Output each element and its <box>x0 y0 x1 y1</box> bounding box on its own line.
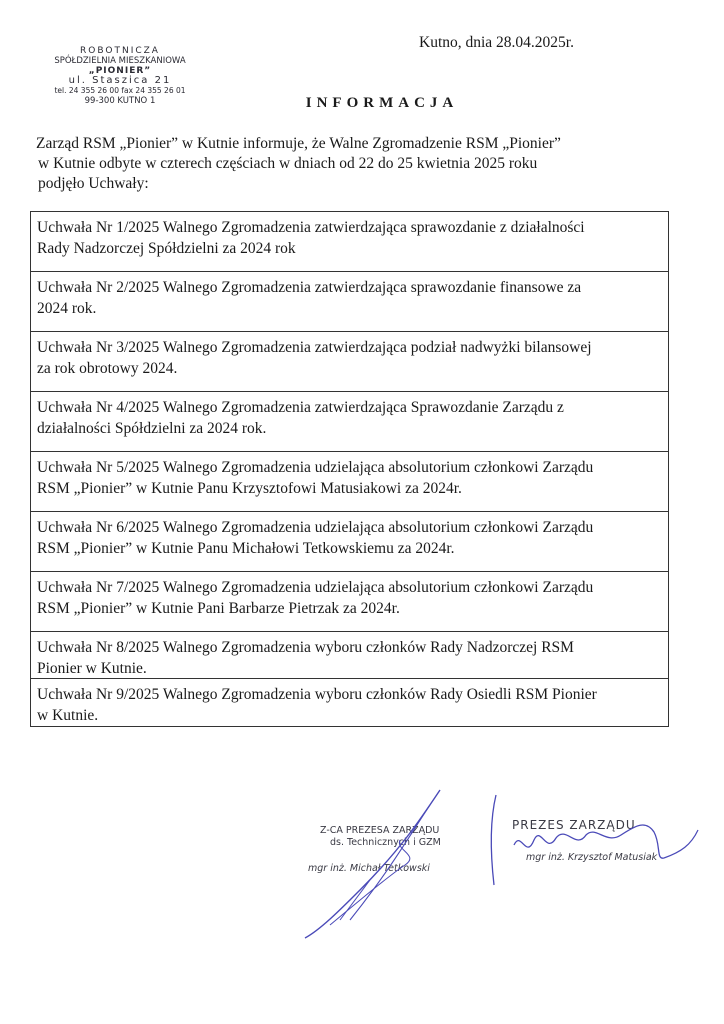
resolution-row <box>31 571 668 631</box>
resolutions-table <box>30 211 669 727</box>
resolution-line: działalności Spółdzielni za 2024 rok. <box>37 420 267 437</box>
resolution-line: Uchwała Nr 1/2025 Walnego Zgromadzenia zatwierdzająca sprawozdanie z działalności <box>37 219 585 236</box>
resolution-row <box>31 271 668 331</box>
resolution-line: Uchwała Nr 9/2025 Walnego Zgromadzenia wyboru członków Rady Osiedli RSM Pionier <box>37 686 597 703</box>
stamp-line-1: ROBOTNICZA <box>80 46 160 56</box>
resolution-line: RSM „Pionier” w Kutnie Pani Barbarze Pietrzak za 2024r. <box>37 600 400 617</box>
document-date: Kutno, dnia 28.04.2025r. <box>419 34 574 51</box>
resolution-line: w Kutnie. <box>37 707 99 724</box>
resolution-row <box>31 678 668 726</box>
signature-role: Z-CA PREZESA ZARZĄDU <box>320 825 440 836</box>
resolution-line: 2024 rok. <box>37 300 97 317</box>
resolution-line: Uchwała Nr 7/2025 Walnego Zgromadzenia udzielająca absolutorium członkowi Zarządu <box>37 579 594 596</box>
signature-role-detail: ds. Technicznych i GZM <box>330 837 441 848</box>
president-signature-block <box>486 790 706 900</box>
handwritten-signature-icon <box>300 780 480 940</box>
resolution-line: Pionier w Kutnie. <box>37 660 147 677</box>
signature-name: mgr inż. Michał Tetkowski <box>308 863 430 874</box>
vice-president-signature-block <box>300 780 480 940</box>
intro-paragraph <box>36 134 636 194</box>
intro-line: podjęło Uchwały: <box>38 175 149 192</box>
intro-line: w Kutnie odbyte w czterech częściach w dniach od 22 do 25 kwietnia 2025 roku <box>38 155 538 172</box>
stamp-line-4: ul. Staszica 21 <box>68 75 172 86</box>
resolution-row <box>31 212 668 271</box>
stamp-line-2: SPÓŁDZIELNIA MIESZKANIOWA <box>54 56 186 66</box>
intro-line: Zarząd RSM „Pionier” w Kutnie informuje, że Walne Zgromadzenie RSM „Pionier” <box>36 135 561 152</box>
resolution-line: Rady Nadzorczej Spółdzielni za 2024 rok <box>37 240 296 257</box>
document-title: INFORMACJA <box>305 95 459 111</box>
resolution-line: Uchwała Nr 2/2025 Walnego Zgromadzenia zatwierdzająca sprawozdanie finansowe za <box>37 279 582 296</box>
stamp-line-5: tel. 24 355 26 00 fax 24 355 26 01 <box>54 86 186 95</box>
resolution-line: RSM „Pionier” w Kutnie Panu Michałowi Tetkowskiemu za 2024r. <box>37 540 455 557</box>
signature-role: PREZES ZARZĄDU <box>512 818 636 832</box>
resolution-line: Uchwała Nr 5/2025 Walnego Zgromadzenia udzielająca absolutorium członkowi Zarządu <box>37 459 594 476</box>
resolution-line: Uchwała Nr 6/2025 Walnego Zgromadzenia udzielająca absolutorium członkowi Zarządu <box>37 519 594 536</box>
resolution-row <box>31 631 668 678</box>
stamp-line-6: 99-300 KUTNO 1 <box>84 96 156 106</box>
resolution-row <box>31 331 668 391</box>
resolution-line: za rok obrotowy 2024. <box>37 360 178 377</box>
signature-name: mgr inż. Krzysztof Matusiak <box>526 852 658 863</box>
stamp-line-3: „PIONIER” <box>88 66 152 76</box>
resolution-row <box>31 511 668 571</box>
resolution-line: Uchwała Nr 3/2025 Walnego Zgromadzenia zatwierdzająca podział nadwyżki bilansowej <box>37 339 592 356</box>
resolution-row <box>31 391 668 451</box>
resolution-line: Uchwała Nr 8/2025 Walnego Zgromadzenia wyboru członków Rady Nadzorczej RSM <box>37 639 574 656</box>
handwritten-signature-icon <box>486 790 706 900</box>
resolution-line: Uchwała Nr 4/2025 Walnego Zgromadzenia zatwierdzająca Sprawozdanie Zarządu z <box>37 399 564 416</box>
resolution-line: RSM „Pionier” w Kutnie Panu Krzysztofowi Matusiakowi za 2024r. <box>37 480 462 497</box>
resolution-row <box>31 451 668 511</box>
